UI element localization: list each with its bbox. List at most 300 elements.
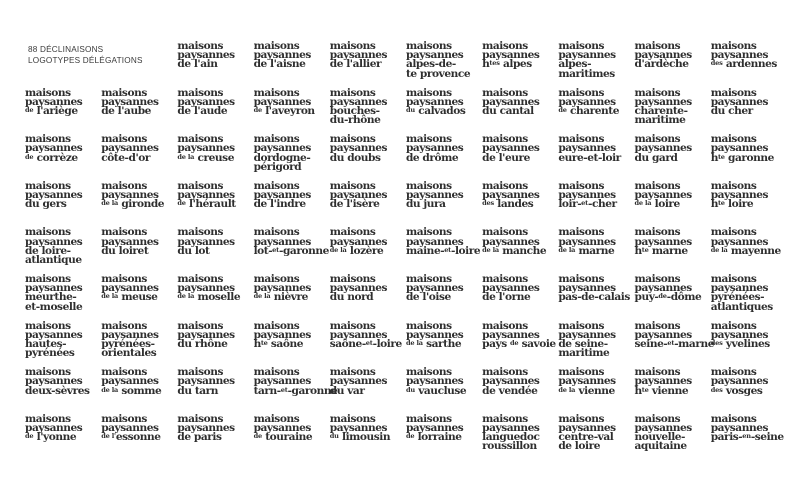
logo-brand-line-1: maisons	[405, 226, 452, 239]
delegation-logo	[406, 273, 482, 320]
logo-small-prefix: en	[742, 432, 751, 441]
logo-text: gironde	[118, 198, 165, 211]
logo-text: l'yonne	[33, 431, 77, 444]
logo-delegation-line	[405, 384, 482, 397]
logo-text: l'hérault	[185, 198, 236, 211]
logo-brand-line-2: paysannes	[101, 235, 159, 248]
logo-text: somme	[118, 384, 162, 397]
delegation-logo	[635, 226, 711, 273]
logo-delegation-line	[177, 60, 253, 69]
logo-text: -cher	[588, 198, 617, 211]
logo-text: seine-	[634, 337, 668, 350]
delegation-logo	[406, 133, 482, 180]
logo-delegation-line	[482, 151, 558, 164]
logo-brand-line-1: maisons	[405, 319, 452, 332]
logo-brand-line-1: maisons	[634, 40, 681, 52]
logo-text: pyrénées-	[710, 291, 765, 304]
delegation-logo	[482, 40, 558, 87]
logo-text: pas-de-calais	[558, 291, 630, 304]
logo-brand-line-1: maisons	[253, 272, 300, 285]
logo-delegation-line	[711, 107, 787, 116]
delegation-logo	[330, 226, 406, 273]
logo-small-prefix: de la	[558, 385, 576, 394]
logo-brand-line-1: maisons	[405, 412, 452, 425]
delegation-logo	[177, 273, 253, 320]
logo-brand-line-2: paysannes	[177, 375, 235, 388]
delegation-logo	[330, 413, 406, 460]
delegation-logo	[25, 320, 101, 367]
delegation-logo	[25, 180, 101, 227]
logo-brand-line-1: maisons	[634, 412, 681, 425]
logo-text: limousin	[338, 431, 391, 444]
delegation-logo	[177, 40, 253, 87]
logo-small-prefix: de la	[482, 245, 500, 254]
logo-text: pays	[482, 337, 510, 350]
delegation-logo	[330, 40, 406, 87]
delegation-logo	[330, 320, 406, 367]
delegation-logo	[482, 273, 558, 320]
logo-brand-line-2: paysannes	[710, 142, 769, 155]
logo-delegation-line	[253, 160, 330, 173]
logo-text: loire	[724, 198, 754, 211]
logo-brand-line-1: maisons	[405, 366, 452, 379]
delegation-logo	[711, 226, 787, 273]
logo-brand-line-2: paysannes	[405, 328, 464, 341]
logo-brand-line-2: paysannes	[101, 188, 159, 201]
logo-text: h	[482, 58, 490, 71]
logo-brand-line-2: paysannes	[482, 421, 540, 434]
logo-small-prefix: de la	[177, 152, 195, 161]
delegation-logo	[101, 226, 177, 273]
logo-text: l'aveyron	[261, 105, 315, 117]
logo-brand-line-1: maisons	[482, 179, 528, 192]
logo-text: du cantal	[482, 105, 534, 117]
logo-text: du doubs	[329, 151, 381, 164]
logo-small-prefix: de	[177, 199, 186, 208]
logo-small-prefix: te	[641, 245, 649, 254]
logo-delegation-line	[635, 293, 711, 303]
logo-text: provence	[416, 67, 471, 80]
delegation-logo	[558, 180, 634, 227]
logo-delegation-line	[254, 433, 330, 443]
logo-brand-line-1: maisons	[329, 86, 376, 99]
logo-text: paris-	[710, 431, 743, 444]
logo-brand-line-2: paysannes	[634, 49, 692, 62]
delegation-logo	[330, 87, 406, 134]
logo-text: d'ardèche	[634, 58, 689, 71]
delegation-logo	[635, 40, 711, 87]
logo-delegation-line	[405, 67, 482, 80]
delegation-logo	[406, 226, 482, 273]
logo-delegation-line	[482, 244, 558, 257]
delegation-logo	[558, 366, 634, 413]
logo-text: pyrénées	[25, 347, 75, 360]
logo-brand-line-2: paysannes	[253, 95, 311, 108]
logo-text: périgord	[253, 160, 302, 173]
logo-delegation-line	[558, 442, 634, 451]
logo-text: de paris	[177, 431, 222, 444]
logo-text: de l'aube	[101, 105, 151, 117]
delegation-logo	[634, 319, 715, 367]
logo-small-prefix: du	[405, 385, 415, 394]
logo-brand-line-1: maisons	[177, 366, 224, 379]
logo-brand-line-1: maisons	[405, 133, 452, 146]
logo-text: orientales	[101, 347, 157, 360]
logo-delegation-line	[254, 107, 330, 117]
logo-delegation-line	[330, 60, 406, 69]
logo-text: touraine	[261, 431, 313, 444]
logo-brand-line-1: maisons	[558, 86, 604, 99]
logo-text: du gard	[634, 151, 678, 164]
logo-text: loire	[651, 198, 680, 211]
logo-brand-line-1: maisons	[253, 40, 300, 52]
logo-brand-line-1: maisons	[25, 133, 71, 146]
logo-text: atlantiques	[710, 300, 773, 313]
logo-text: h	[710, 151, 718, 164]
logo-text: du gers	[25, 198, 67, 211]
logo-text: creuse	[194, 151, 234, 164]
logo-delegation-line	[710, 151, 787, 164]
logo-small-prefix: des	[710, 338, 723, 347]
logo-delegation-line	[329, 384, 406, 397]
logo-brand-line-1: maisons	[558, 366, 604, 379]
logo-brand-line-2: paysannes	[710, 375, 769, 388]
logo-brand-line-1: maisons	[329, 226, 376, 239]
logo-brand-line-2: paysannes	[101, 95, 159, 108]
delegation-logo	[25, 87, 101, 134]
logo-text: de loire-	[25, 244, 71, 257]
logo-text: manche	[499, 244, 547, 257]
logo-text: maritime	[634, 114, 686, 127]
logo-brand-line-2: paysannes	[177, 95, 235, 108]
logo-brand-line-1: maisons	[558, 319, 604, 332]
delegation-logo	[711, 133, 787, 180]
logo-brand-line-2: paysannes	[253, 49, 311, 62]
delegation-logo	[482, 133, 558, 180]
logo-delegation-line	[101, 433, 177, 443]
logo-brand-line-1: maisons	[101, 412, 147, 425]
logo-brand-line-2: paysannes	[558, 235, 616, 248]
logo-delegation-line	[25, 107, 101, 117]
logo-small-prefix: de la	[177, 292, 195, 301]
logo-small-prefix: de la	[101, 385, 119, 394]
logo-brand-line-2: paysannes	[710, 49, 769, 62]
delegation-logo	[482, 413, 558, 460]
logo-small-prefix: de la	[558, 245, 576, 254]
logo-text: maritime	[558, 347, 610, 360]
logo-small-prefix: de l'	[101, 432, 116, 441]
logo-text: garonne	[724, 151, 774, 164]
logo-brand-line-1: maisons	[177, 179, 224, 192]
logo-delegation-line	[101, 200, 177, 210]
logo-brand-line-2: paysannes	[101, 142, 159, 155]
logo-brand-line-2: paysannes	[634, 235, 692, 248]
logo-text: du nord	[329, 291, 374, 304]
logo-text: -garonne	[287, 384, 338, 397]
delegation-logo	[25, 413, 101, 460]
delegation-logo	[558, 87, 634, 134]
logo-brand-line-2: paysannes	[710, 235, 769, 248]
logo-delegation-line	[177, 433, 253, 442]
logo-text: marne	[575, 244, 615, 257]
logo-text: du lot	[177, 244, 210, 257]
logo-text: essonne	[115, 431, 161, 444]
delegation-logo	[25, 273, 101, 320]
logo-brand-line-2: paysannes	[101, 282, 159, 295]
logo-text: hautes-	[25, 337, 67, 350]
logo-brand-line-2: paysannes	[710, 282, 769, 295]
logo-text: eure-et-loir	[558, 151, 621, 164]
logo-brand-line-2: paysannes	[25, 421, 83, 434]
delegation-logo	[254, 40, 330, 87]
logo-brand-line-2: paysannes	[482, 49, 540, 62]
logo-brand-line-2: paysannes	[329, 375, 388, 388]
logo-brand-line-2: paysannes	[177, 188, 235, 201]
logo-text: mayenne	[727, 244, 781, 257]
logo-text: du tarn	[177, 384, 219, 397]
logo-delegation-line	[330, 200, 406, 209]
logo-text: deux-sèvres	[25, 384, 90, 397]
logo-small-prefix: de	[253, 432, 262, 441]
logo-brand-line-2: paysannes	[634, 282, 692, 295]
logo-brand-line-2: paysannes	[558, 95, 616, 108]
logo-delegation-line	[177, 384, 253, 397]
logo-brand-line-2: paysannes	[329, 49, 388, 62]
logo-brand-line-1: maisons	[634, 366, 681, 379]
logo-brand-line-1: maisons	[25, 412, 71, 425]
logo-delegation-line	[253, 384, 338, 397]
logo-delegation-line	[558, 107, 634, 117]
delegation-logo	[635, 87, 711, 134]
logo-text: vaucluse	[414, 384, 467, 397]
logo-brand-line-1: maisons	[329, 319, 376, 332]
logo-brand-line-2: paysannes	[482, 235, 540, 248]
delegation-logo	[482, 180, 558, 227]
logo-brand-line-1: maisons	[710, 179, 757, 192]
logo-small-prefix: de	[558, 106, 567, 114]
logo-brand-line-2: paysannes	[405, 188, 464, 201]
logo-brand-line-1: maisons	[558, 412, 604, 425]
logo-small-prefix: et	[272, 245, 279, 254]
logo-text: alpes-de-	[405, 58, 456, 71]
logo-brand-line-2: paysannes	[253, 142, 311, 155]
logo-text: -dôme	[666, 291, 702, 304]
logo-brand-line-1: maisons	[177, 226, 224, 239]
logo-delegation-line	[253, 244, 330, 257]
logo-brand-line-1: maisons	[710, 86, 757, 99]
logo-text: centre-val	[558, 431, 614, 444]
logo-text: alpes	[499, 58, 532, 71]
logo-delegation-line	[406, 107, 482, 117]
logo-brand-line-1: maisons	[329, 366, 376, 379]
logo-small-prefix: du	[329, 432, 339, 441]
logo-text: -marne	[674, 337, 715, 350]
delegation-logo	[101, 87, 177, 134]
logo-brand-line-1: maisons	[558, 272, 604, 285]
logo-brand-line-1: maisons	[25, 179, 71, 192]
logo-text: moselle	[194, 291, 241, 304]
logo-small-prefix: de	[509, 338, 519, 347]
delegation-logo	[558, 40, 634, 87]
delegation-logo	[711, 273, 787, 320]
delegation-logo	[254, 320, 330, 367]
logo-text: bouches-	[329, 105, 380, 117]
logo-small-prefix: de la	[329, 245, 347, 254]
logo-brand-line-1: maisons	[253, 179, 300, 192]
logo-small-prefix: de la	[405, 338, 423, 347]
logo-delegation-line	[329, 151, 406, 164]
logo-brand-line-2: paysannes	[482, 282, 540, 295]
logo-text: meurthe-	[25, 291, 77, 304]
logo-brand-line-2: paysannes	[710, 188, 769, 201]
logo-brand-line-1: maisons	[558, 40, 604, 52]
logo-brand-line-2: paysannes	[253, 188, 311, 201]
logo-brand-line-2: paysannes	[405, 95, 464, 108]
logo-text: du jura	[405, 198, 446, 211]
logo-brand-line-2: paysannes	[177, 282, 235, 295]
logo-text: calvados	[414, 105, 466, 117]
logo-text: de l'aisne	[253, 58, 306, 71]
logo-text: roussillon	[482, 440, 537, 453]
logo-text: charente	[566, 105, 620, 117]
delegation-logo	[406, 366, 482, 413]
logo-text: de l'orne	[482, 291, 531, 304]
logo-delegation-line	[330, 293, 406, 302]
logo-delegation-line	[635, 442, 711, 451]
delegation-logo	[101, 366, 177, 413]
logo-delegation-line	[101, 151, 177, 164]
logo-text: savoie	[518, 337, 556, 350]
logo-brand-line-1: maisons	[634, 226, 681, 239]
logo-text: pyrénées-	[101, 337, 155, 350]
delegation-logo	[711, 40, 787, 87]
delegation-logo	[253, 366, 338, 413]
logo-delegation-line	[482, 200, 558, 210]
logo-text: -seine	[750, 431, 784, 444]
logo-text: atlantique	[25, 253, 82, 266]
delegation-logo	[635, 133, 711, 180]
logo-text: h	[634, 384, 642, 397]
delegation-logo	[254, 413, 330, 460]
logo-delegation-line	[177, 293, 253, 303]
logo-small-prefix: des	[482, 199, 495, 208]
logo-text: languedoc	[482, 431, 540, 444]
logo-delegation-line	[177, 337, 253, 350]
logo-delegation-line	[558, 349, 634, 358]
logo-brand-line-1: maisons	[482, 319, 528, 332]
logo-brand-line-2: paysannes	[101, 328, 159, 341]
logo-delegation-line	[329, 337, 406, 350]
logo-small-prefix: te	[717, 199, 725, 208]
logo-brand-line-2: paysannes	[177, 49, 235, 62]
logo-brand-line-1: maisons	[482, 133, 528, 146]
logo-brand-line-2: paysannes	[177, 421, 235, 434]
logo-brand-line-1: maisons	[101, 366, 147, 379]
logo-brand-line-2: paysannes	[25, 188, 83, 201]
delegation-logo	[406, 320, 482, 367]
logo-brand-line-1: maisons	[482, 40, 528, 52]
logo-delegation-line	[405, 337, 482, 350]
logo-delegation-line	[482, 293, 558, 302]
logo-delegation-line	[635, 200, 711, 210]
delegation-logo	[558, 273, 634, 320]
logo-brand-line-1: maisons	[482, 412, 528, 425]
logo-brand-line-2: paysannes	[253, 375, 311, 388]
logo-text: de drôme	[405, 151, 459, 164]
delegation-logo	[711, 87, 787, 134]
logo-brand-line-2: paysannes	[482, 188, 540, 201]
logo-brand-line-1: maisons	[253, 86, 300, 99]
empty-cell	[25, 40, 101, 87]
logo-delegation-line	[482, 337, 558, 350]
logo-delegation-line	[406, 433, 482, 443]
logo-brand-line-2: paysannes	[177, 142, 235, 155]
logo-text: saône	[267, 337, 303, 350]
logo-brand-line-2: paysannes	[25, 95, 83, 108]
logo-brand-line-2: paysannes	[558, 421, 616, 434]
logo-brand-line-1: maisons	[177, 272, 224, 285]
logo-brand-line-1: maisons	[482, 86, 528, 99]
logo-brand-line-2: paysannes	[634, 188, 692, 201]
delegation-logo	[635, 366, 711, 413]
logo-small-prefix: des	[710, 385, 723, 394]
logo-brand-line-1: maisons	[101, 179, 147, 192]
logo-brand-line-1: maisons	[558, 133, 604, 146]
caption-line-2: LOGOTYPES DÉLÉGATIONS	[28, 56, 143, 65]
logo-brand-line-2: paysannes	[253, 235, 311, 248]
delegation-logo	[711, 366, 787, 413]
delegation-logo	[406, 40, 482, 87]
delegation-logo	[254, 87, 330, 134]
delegation-logo	[101, 413, 177, 460]
logo-brand-line-1: maisons	[329, 40, 376, 52]
logo-delegation-line	[25, 349, 101, 358]
delegation-logo	[254, 226, 330, 273]
logo-text: tarn-	[253, 384, 281, 397]
logo-text: -loire	[372, 337, 402, 350]
logo-small-prefix: de	[405, 432, 415, 441]
logo-brand-line-2: paysannes	[329, 95, 388, 108]
delegation-logo	[482, 226, 558, 273]
logo-brand-line-1: maisons	[634, 133, 681, 146]
logo-delegation-line	[101, 384, 177, 397]
logo-brand-line-2: paysannes	[482, 328, 540, 341]
logo-delegation-line	[253, 337, 330, 350]
logo-delegation-line	[101, 244, 177, 257]
logo-brand-line-2: paysannes	[25, 282, 83, 295]
logo-text: corrèze	[33, 151, 78, 164]
logo-delegation-line	[634, 337, 715, 350]
logo-delegation-line	[254, 293, 330, 303]
logo-brand-line-1: maisons	[101, 272, 147, 285]
logo-small-prefix: des	[710, 59, 723, 68]
logo-text: de l'indre	[253, 198, 306, 211]
logo-small-prefix: de la	[710, 245, 728, 254]
logo-small-prefix: de	[25, 432, 34, 441]
logo-brand-line-2: paysannes	[25, 328, 83, 341]
logo-delegation-line	[101, 349, 177, 358]
logo-small-prefix: et	[365, 338, 373, 347]
logo-brand-line-2: paysannes	[482, 375, 540, 388]
logo-delegation-line	[634, 384, 711, 397]
logo-delegation-line	[558, 151, 634, 164]
logo-text: de l'aude	[177, 105, 228, 117]
logo-text: nièvre	[270, 291, 308, 304]
logo-delegation-line	[710, 337, 787, 350]
logo-delegation-line	[405, 151, 482, 164]
logo-brand-line-2: paysannes	[177, 235, 235, 248]
logo-text: loir-	[558, 198, 582, 211]
